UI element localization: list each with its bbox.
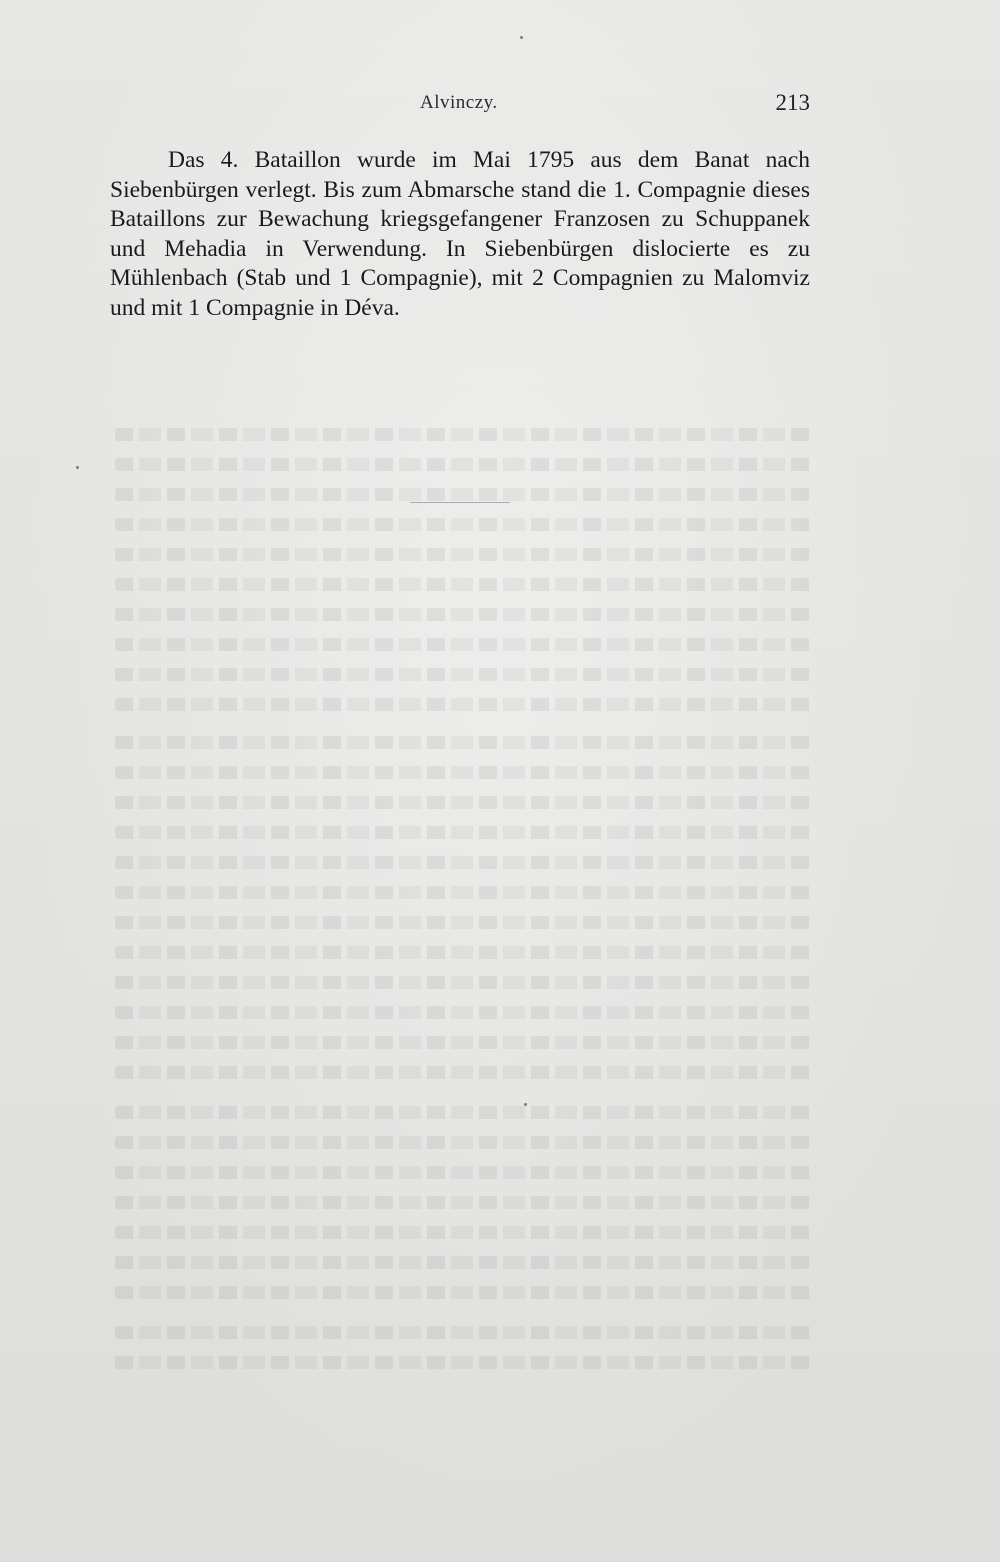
bleed-line [115, 1166, 815, 1179]
bleed-line [115, 1326, 815, 1339]
page-header [110, 92, 810, 122]
bleed-line [115, 1356, 815, 1369]
bleed-line [115, 668, 815, 681]
bleed-line [115, 1136, 815, 1149]
bleed-line [115, 1256, 815, 1269]
bleed-line [115, 856, 815, 869]
bleed-line [115, 916, 815, 929]
bleed-line [115, 796, 815, 809]
bleed-line [115, 638, 815, 651]
paper-speck [76, 466, 79, 469]
paper-speck [520, 36, 523, 39]
bleed-line [115, 578, 815, 591]
paper-speck [524, 1103, 527, 1106]
paragraph: Das 4. Bataillon wurde im Mai 1795 aus dem Banat nach Siebenbürgen verlegt. Bis zum Abmarsche stand die 1. Compagnie dieses Bataillons zur Bewachung kriegsgefangener Franzosen zu Schuppanek und Mehadia in Verwendung. In Siebenbürgen dislocierte es zu Mühlenbach (Stab und 1 Compagnie), mit 2 Compagnien zu Malomviz und mit 1 Compagnie in Déva. [110, 147, 810, 321]
bleed-line [115, 736, 815, 749]
bleed-line [115, 766, 815, 779]
bleed-line [115, 1106, 815, 1119]
bleed-rule [410, 502, 510, 503]
bleed-line [115, 1036, 815, 1049]
bleed-line [115, 608, 815, 621]
bleed-line [115, 518, 815, 531]
bleed-line [115, 1066, 815, 1079]
bleed-line [115, 1006, 815, 1019]
bleed-line [115, 826, 815, 839]
bleed-line [115, 976, 815, 989]
bleed-line [115, 548, 815, 561]
bleed-line [115, 458, 815, 471]
bleed-line [115, 1286, 815, 1299]
bleed-line [115, 1226, 815, 1239]
bleed-line [115, 886, 815, 899]
bleed-line [115, 488, 815, 501]
running-head: Alvinczy. [420, 92, 498, 113]
bleed-line [115, 946, 815, 959]
body-text [110, 146, 810, 324]
bleed-line [115, 1196, 815, 1209]
page-number: 213 [775, 90, 810, 115]
bleed-line [115, 698, 815, 711]
bleed-line [115, 428, 815, 441]
